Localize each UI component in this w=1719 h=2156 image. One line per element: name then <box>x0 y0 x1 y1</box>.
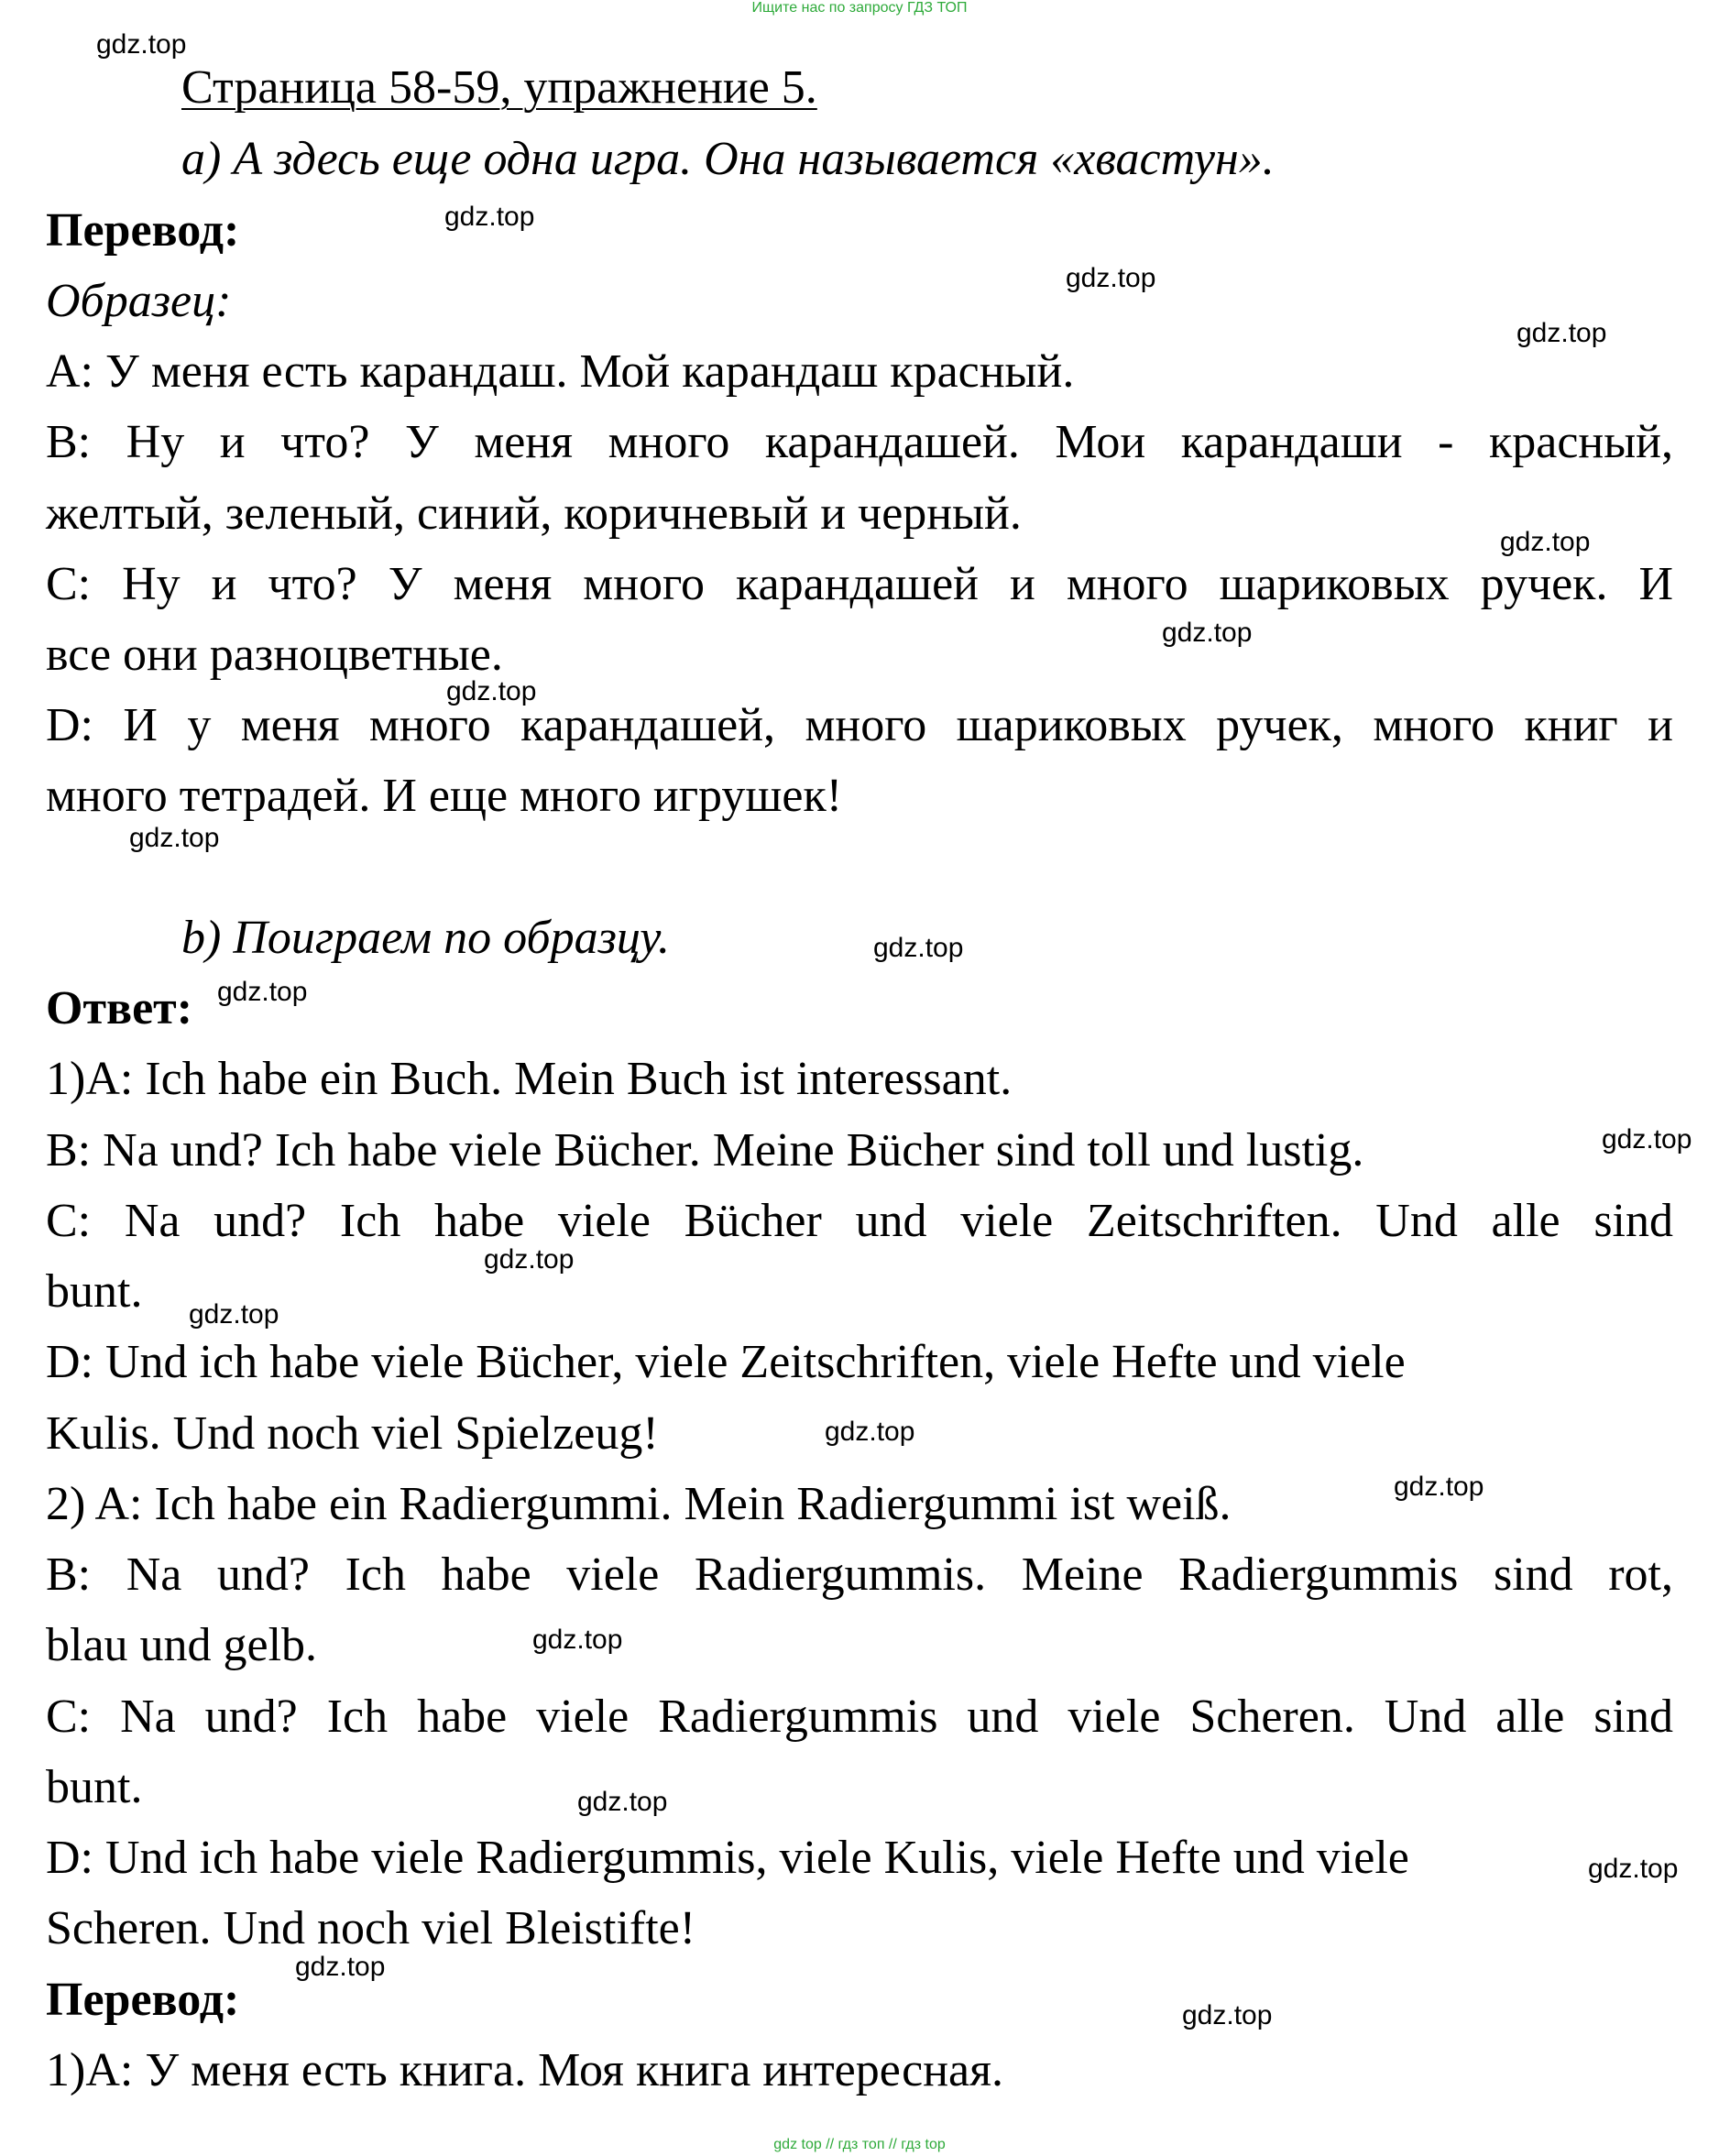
answer-line: 2) A: Ich habe ein Radiergummi. Mein Radiergummi ist weiß. <box>46 1478 1232 1530</box>
watermark: gdz.top <box>189 1299 279 1330</box>
answer-line: D: Und ich habe viele Radiergummis, viele Kulis, viele Hefte und viele <box>46 1832 1409 1884</box>
translation-line-2: 1)A: У меня есть книга. Моя книга интересная. <box>46 2044 1004 2096</box>
watermark: gdz.top <box>484 1244 575 1275</box>
translation-line: желтый, зеленый, синий, коричневый и черный. <box>46 487 1022 540</box>
watermark: gdz.top <box>577 1787 668 1817</box>
watermark: gdz.top <box>1394 1472 1484 1502</box>
task-a: a) А здесь еще одна игра. Она называется «хвастун». <box>181 133 1275 185</box>
translation-heading-2: Перевод: <box>46 1974 240 2026</box>
top-banner: Ищите нас по запросу ГДЗ ТОП <box>751 0 968 16</box>
translation-line: много тетрадей. И еще много игрушек! <box>46 770 843 822</box>
answer-line: B: Na und? Ich habe viele Radiergummis. Meine Radiergummis sind rot, <box>46 1549 1673 1601</box>
watermark: gdz.top <box>1588 1854 1679 1884</box>
answer-line: B: Na und? Ich habe viele Bücher. Meine Bücher sind toll und lustig. <box>46 1124 1364 1176</box>
bottom-banner: gdz top // гдз топ // гдз top <box>773 2137 946 2152</box>
sample-label: Образец: <box>46 275 232 327</box>
task-b: b) Поиграем по образцу. <box>181 912 670 964</box>
watermark: gdz.top <box>1500 527 1591 557</box>
translation-line: все они разноцветные. <box>46 629 503 681</box>
answer-line: D: Und ich habe viele Bücher, viele Zeitschriften, viele Hefte und viele <box>46 1336 1406 1388</box>
watermark: gdz.top <box>129 823 220 853</box>
answer-line: bunt. <box>46 1761 143 1813</box>
watermark: gdz.top <box>1182 2000 1273 2030</box>
translation-line: A: У меня есть карандаш. Мой карандаш красный. <box>46 345 1075 398</box>
answer-line: bunt. <box>46 1265 143 1318</box>
watermark: gdz.top <box>217 977 308 1007</box>
watermark: gdz.top <box>295 1952 386 1982</box>
watermark: gdz.top <box>96 29 187 60</box>
answer-line: Kulis. Und noch viel Spielzeug! <box>46 1407 659 1460</box>
watermark: gdz.top <box>446 676 537 706</box>
watermark: gdz.top <box>444 202 535 232</box>
answer-line: blau und gelb. <box>46 1619 318 1671</box>
page-title: Страница 58-59, упражнение 5. <box>181 61 817 114</box>
answer-line: C: Na und? Ich habe viele Bücher und viele Zeitschriften. Und alle sind <box>46 1195 1673 1247</box>
answer-line: C: Na und? Ich habe viele Radiergummis und viele Scheren. Und alle sind <box>46 1691 1673 1743</box>
watermark: gdz.top <box>1162 618 1253 648</box>
watermark: gdz.top <box>532 1625 623 1655</box>
watermark: gdz.top <box>1066 263 1156 293</box>
answer-heading: Ответ: <box>46 982 193 1034</box>
answer-line: Scheren. Und noch viel Bleistifte! <box>46 1902 696 1954</box>
watermark: gdz.top <box>1516 318 1607 348</box>
watermark: gdz.top <box>825 1417 915 1447</box>
translation-line: B: Ну и что? У меня много карандашей. Мои карандаши - красный, <box>46 416 1673 468</box>
translation-heading: Перевод: <box>46 204 240 257</box>
answer-line: 1)A: Ich habe ein Buch. Mein Buch ist interessant. <box>46 1053 1013 1105</box>
watermark: gdz.top <box>1602 1124 1692 1155</box>
translation-line: D: И у меня много карандашей, много шариковых ручек, много книг и <box>46 699 1673 751</box>
watermark: gdz.top <box>873 933 964 963</box>
translation-line: C: Ну и что? У меня много карандашей и много шариковых ручек. И <box>46 558 1673 610</box>
